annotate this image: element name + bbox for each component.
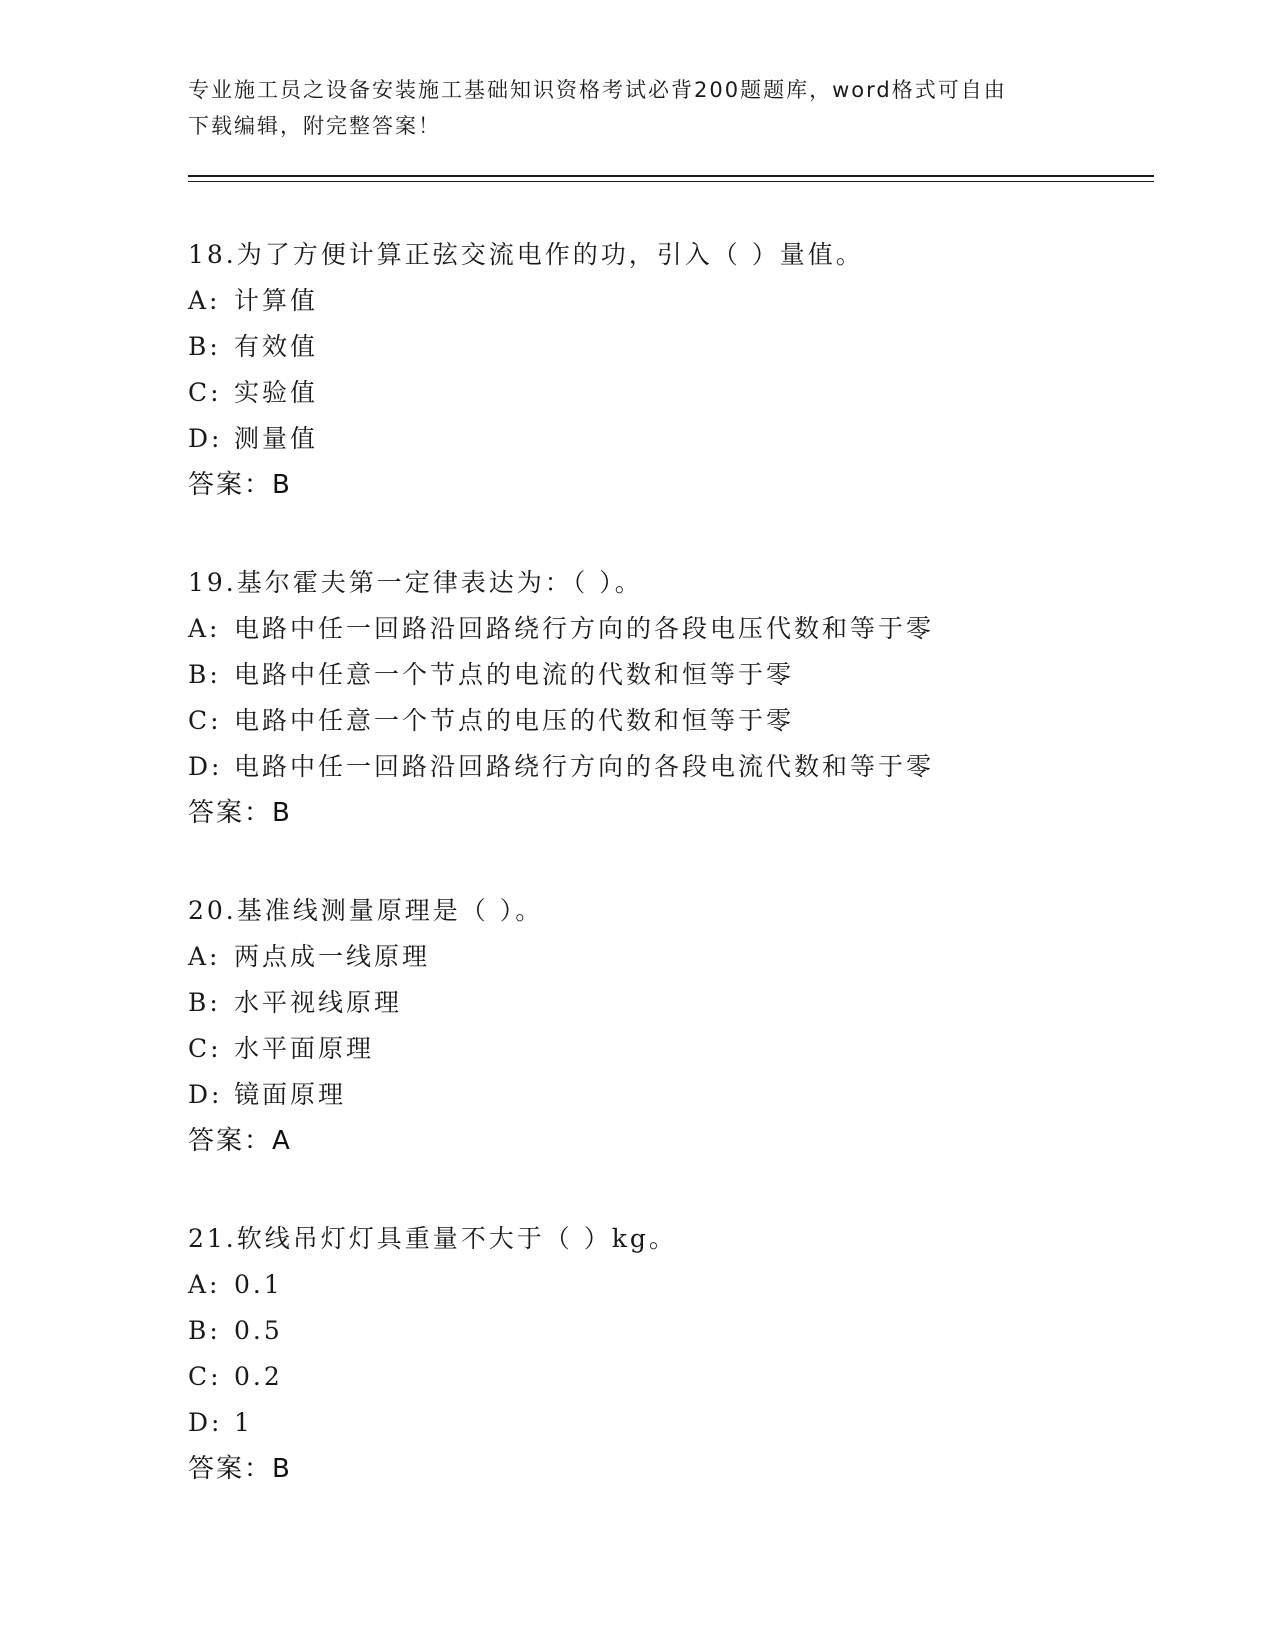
question-stem: 19.基尔霍夫第一定律表达为：（ ）。 [188, 568, 643, 597]
option-letter: C: [188, 1362, 222, 1391]
option-b [188, 1308, 1154, 1354]
option-text: 1 [234, 1408, 253, 1437]
option-letter: B: [188, 988, 221, 1017]
option-c [188, 370, 1154, 416]
option-d [188, 416, 1154, 462]
option-a [188, 606, 1154, 652]
question-19 [188, 560, 1154, 836]
option-c [188, 698, 1154, 744]
option-text: 计算值 [234, 286, 319, 315]
option-letter: D: [188, 1080, 223, 1109]
option-d [188, 744, 1154, 790]
option-letter: A: [188, 942, 221, 971]
option-text: 电路中任意一个节点的电流的代数和恒等于零 [234, 660, 795, 689]
option-text: 0.1 [234, 1270, 283, 1299]
option-text: 镜面原理 [234, 1080, 347, 1109]
option-letter: B: [188, 332, 221, 361]
option-a [188, 278, 1154, 324]
option-a [188, 934, 1154, 980]
option-text: 测量值 [234, 424, 319, 453]
option-d [188, 1400, 1154, 1446]
option-c [188, 1026, 1154, 1072]
option-text: 水平面原理 [234, 1034, 375, 1063]
option-text: 两点成一线原理 [234, 942, 431, 971]
header-title-line-2: 下载编辑，附完整答案！ [188, 114, 441, 138]
option-b [188, 980, 1154, 1026]
answer-line: 答案：B [188, 470, 292, 500]
option-letter: A: [188, 286, 221, 315]
option-letter: C: [188, 1034, 222, 1063]
option-letter: C: [188, 706, 222, 735]
answer-line: 答案：B [188, 1454, 292, 1484]
option-text: 电路中任一回路沿回路绕行方向的各段电流代数和等于零 [234, 752, 935, 781]
option-text: 0.5 [234, 1316, 283, 1345]
option-a [188, 1262, 1154, 1308]
question-list [188, 232, 1154, 1544]
option-text: 实验值 [234, 378, 319, 407]
option-letter: A: [188, 1270, 221, 1299]
option-letter: A: [188, 614, 221, 643]
option-letter: D: [188, 424, 223, 453]
question-stem: 18.为了方便计算正弦交流电作的功，引入（ ）量值。 [188, 240, 864, 269]
question-stem: 20.基准线测量原理是（ ）。 [188, 896, 544, 925]
question-21 [188, 1216, 1154, 1492]
question-stem: 21.软线吊灯灯具重量不大于（ ）kg。 [188, 1224, 677, 1253]
option-letter: D: [188, 752, 223, 781]
option-d [188, 1072, 1154, 1118]
option-b [188, 652, 1154, 698]
option-text: 水平视线原理 [234, 988, 403, 1017]
answer-line: 答案：A [188, 1126, 292, 1156]
header-divider-thin [188, 181, 1154, 182]
option-text: 电路中任一回路沿回路绕行方向的各段电压代数和等于零 [234, 614, 935, 643]
question-18 [188, 232, 1154, 508]
header-divider-thick [188, 175, 1154, 177]
option-letter: B: [188, 1316, 221, 1345]
question-20 [188, 888, 1154, 1164]
option-c [188, 1354, 1154, 1400]
option-letter: C: [188, 378, 222, 407]
option-text: 0.2 [234, 1362, 283, 1391]
option-letter: B: [188, 660, 221, 689]
option-b [188, 324, 1154, 370]
document-header [188, 72, 1068, 144]
answer-line: 答案：B [188, 798, 292, 828]
option-text: 有效值 [234, 332, 319, 361]
option-letter: D: [188, 1408, 223, 1437]
header-title-line-1: 专业施工员之设备安装施工基础知识资格考试必背200题题库，word格式可自由 [188, 78, 1007, 102]
option-text: 电路中任意一个节点的电压的代数和恒等于零 [234, 706, 795, 735]
